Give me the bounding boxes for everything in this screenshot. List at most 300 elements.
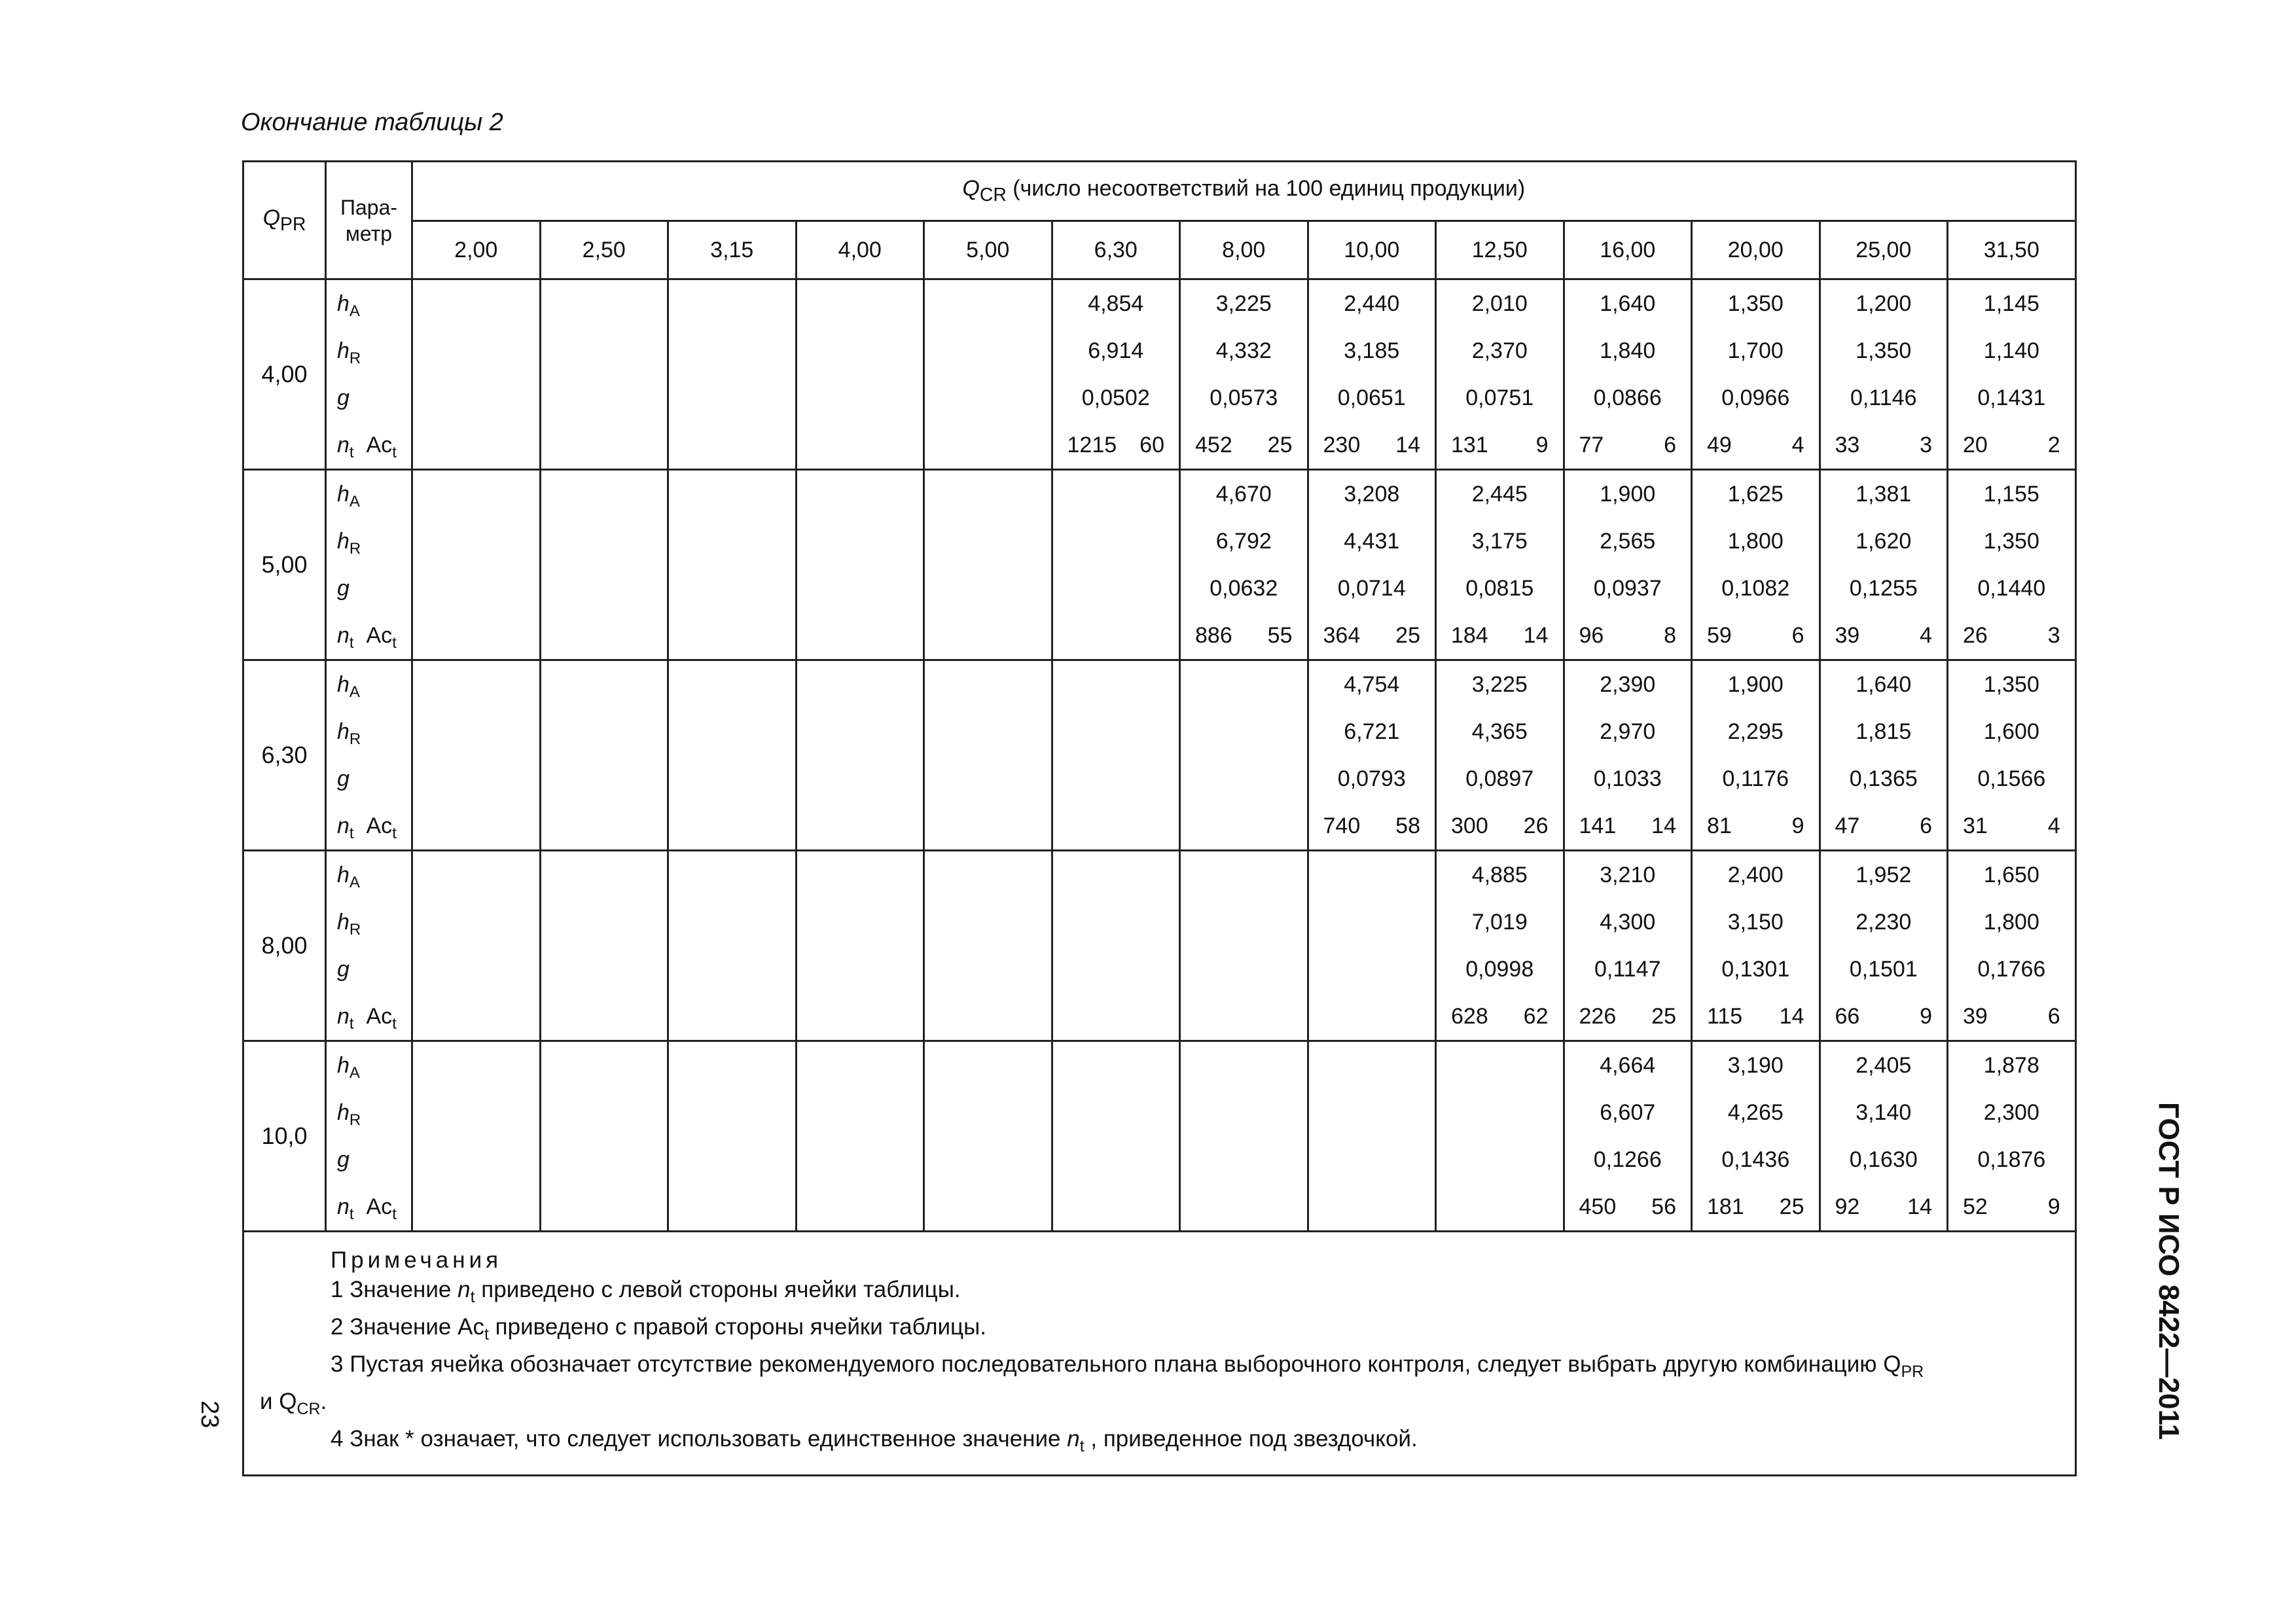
plan-cell [1820, 851, 1948, 1041]
value-nt: 131 [1451, 433, 1488, 457]
qcr-column-header: 8,00 [1180, 221, 1308, 279]
qcr-column-header: 16,00 [1564, 221, 1692, 279]
value-ha: 4,670 [1215, 482, 1272, 507]
empty-plan-cell [412, 1041, 541, 1232]
param-g: g [337, 385, 350, 410]
value-ha: 1,640 [1856, 672, 1912, 697]
value-act: 14 [1523, 623, 1549, 648]
empty-plan-cell [540, 470, 668, 660]
value-act: 56 [1651, 1194, 1676, 1219]
value-nt-act [1821, 421, 1947, 469]
value-act: 55 [1267, 623, 1293, 648]
value-nt: 886 [1195, 623, 1232, 648]
page-number: 23 [196, 1400, 223, 1429]
value-g: 0,1266 [1593, 1147, 1662, 1172]
notes-title: Примечания [331, 1247, 503, 1273]
plan-cell [1692, 279, 1820, 470]
value-hr: 2,970 [1600, 719, 1656, 744]
value-g: 0,0937 [1593, 576, 1662, 601]
value-nt-act [1821, 993, 1947, 1040]
empty-plan-cell [1436, 1041, 1564, 1232]
plan-cell [1948, 851, 2076, 1041]
qpr-value: 5,00 [243, 470, 326, 660]
value-hr: 1,700 [1727, 338, 1784, 363]
param-g: g [337, 576, 350, 601]
value-act: 3 [1920, 433, 1932, 457]
value-hr: 4,265 [1727, 1100, 1784, 1125]
value-ha: 1,625 [1727, 482, 1784, 507]
plan-cell [1436, 470, 1564, 660]
value-g: 0,0897 [1465, 766, 1534, 791]
value-g: 0,0751 [1465, 385, 1534, 410]
value-act: 26 [1523, 813, 1549, 838]
value-g: 0,1766 [1977, 957, 2046, 982]
value-hr: 1,350 [1983, 529, 2039, 554]
empty-plan-cell [668, 470, 797, 660]
param-hr: $h_R$ [337, 910, 361, 938]
param-g: g [337, 766, 350, 791]
value-ha: 3,225 [1215, 291, 1272, 316]
value-hr: 4,332 [1215, 338, 1272, 363]
plan-cell [1692, 851, 1820, 1041]
value-act: 14 [1651, 813, 1676, 838]
value-g: 0,0815 [1465, 576, 1534, 601]
plan-cell [1564, 1041, 1692, 1232]
plan-cell [1436, 279, 1564, 470]
empty-plan-cell [924, 470, 1052, 660]
plan-cell [1308, 470, 1436, 660]
value-hr: 3,185 [1344, 338, 1400, 363]
value-ha: 4,854 [1088, 291, 1144, 316]
sequential-plan-table [242, 160, 2077, 1476]
empty-plan-cell [668, 851, 797, 1041]
empty-plan-cell [540, 279, 668, 470]
value-act: 9 [1791, 813, 1804, 838]
table-caption: Окончание таблицы 2 [241, 109, 503, 136]
plan-cell [1436, 660, 1564, 851]
value-g: 0,0502 [1081, 385, 1150, 410]
value-g: 0,1630 [1849, 1147, 1918, 1172]
value-act: 14 [1395, 433, 1420, 457]
empty-plan-cell [540, 851, 668, 1041]
qcr-column-header: 6,30 [1052, 221, 1180, 279]
value-nt: 39 [1963, 1004, 1988, 1029]
value-hr: 4,431 [1344, 529, 1400, 554]
qpr-group-row [243, 470, 2076, 660]
plan-cell [1308, 279, 1436, 470]
value-nt-act [1948, 802, 2075, 849]
value-nt: 92 [1835, 1194, 1860, 1219]
value-nt: 452 [1195, 433, 1232, 457]
value-act: 25 [1651, 1004, 1676, 1029]
value-g: 0,1440 [1977, 576, 2046, 601]
note-1: 1 Значение $n_t$ приведено с левой стороны ячейки таблицы. [331, 1277, 961, 1306]
value-hr: 1,800 [1727, 529, 1784, 554]
value-nt: 230 [1323, 433, 1361, 457]
value-nt: 66 [1835, 1004, 1860, 1029]
value-nt-act [1181, 612, 1307, 659]
value-nt: 628 [1451, 1004, 1488, 1029]
empty-plan-cell [1308, 1041, 1436, 1232]
value-hr: 1,620 [1856, 529, 1912, 554]
value-act: 4 [2047, 813, 2060, 838]
plan-cell [1692, 1041, 1820, 1232]
value-act: 8 [1664, 623, 1676, 648]
value-g: 0,0632 [1210, 576, 1278, 601]
param-hr: $h_R$ [337, 719, 361, 748]
value-hr: 3,140 [1856, 1100, 1912, 1125]
value-nt-act [1437, 802, 1563, 849]
empty-plan-cell [1180, 1041, 1308, 1232]
value-g: 0,1566 [1977, 766, 2046, 791]
value-nt: 49 [1707, 433, 1732, 457]
value-hr: 6,792 [1215, 529, 1272, 554]
qpr-header: $Q_{PR}$ [243, 162, 326, 279]
value-nt-act [1821, 802, 1947, 849]
value-act: 6 [2047, 1004, 2060, 1029]
value-act: 2 [2047, 433, 2060, 457]
param-ha: $h_A$ [337, 291, 360, 320]
value-act: 6 [1664, 433, 1676, 457]
value-nt: 81 [1707, 813, 1732, 838]
value-nt-act [1565, 993, 1691, 1040]
value-nt-act [1693, 802, 1819, 849]
value-act: 60 [1139, 433, 1164, 457]
qcr-column-header: 5,00 [924, 221, 1052, 279]
empty-plan-cell [924, 851, 1052, 1041]
value-nt: 77 [1579, 433, 1604, 457]
plan-cell [1052, 279, 1180, 470]
parameter-header: Пара- метр [326, 162, 412, 279]
qcr-column-header: 12,50 [1436, 221, 1564, 279]
value-nt-act [1565, 802, 1691, 849]
value-g: 0,1301 [1721, 957, 1790, 982]
value-ha: 1,155 [1983, 482, 2039, 507]
value-ha: 2,400 [1727, 863, 1784, 887]
plan-cell [1436, 851, 1564, 1041]
value-nt-act [1821, 612, 1947, 659]
param-ha: $h_A$ [337, 1053, 360, 1082]
qcr-column-header: 20,00 [1692, 221, 1820, 279]
value-g: 0,1431 [1977, 385, 2046, 410]
empty-plan-cell [540, 660, 668, 851]
value-nt-act [1053, 421, 1179, 469]
plan-cell [1564, 470, 1692, 660]
empty-plan-cell [796, 470, 924, 660]
value-nt: 52 [1963, 1194, 1988, 1219]
value-nt-act [1948, 993, 2075, 1040]
value-nt-act [1437, 612, 1563, 659]
param-nt-act: $n_t$ $Ac_t$ [337, 623, 397, 652]
value-hr: 1,840 [1600, 338, 1656, 363]
empty-plan-cell [540, 1041, 668, 1232]
empty-plan-cell [1052, 470, 1180, 660]
qcr-column-header: 2,00 [412, 221, 541, 279]
value-act: 9 [1535, 433, 1549, 457]
value-nt-act [1309, 802, 1435, 849]
value-act: 4 [1791, 433, 1804, 457]
plan-cell [1820, 279, 1948, 470]
value-hr: 4,300 [1600, 910, 1656, 935]
param-hr: $h_R$ [337, 1100, 361, 1129]
value-g: 0,1176 [1722, 766, 1789, 791]
value-nt-act [1693, 1183, 1819, 1230]
value-hr: 1,350 [1856, 338, 1912, 363]
value-nt: 740 [1323, 813, 1361, 838]
value-g: 0,1033 [1593, 766, 1662, 791]
value-g: 0,1147 [1594, 957, 1661, 982]
plan-cell [1692, 470, 1820, 660]
plan-cell [1564, 851, 1692, 1041]
value-hr: 2,295 [1727, 719, 1784, 744]
plan-cell [1820, 1041, 1948, 1232]
note-3-cont: и $Q_{CR}$. [260, 1389, 327, 1418]
value-act: 9 [1920, 1004, 1932, 1029]
value-hr: 2,300 [1983, 1100, 2039, 1125]
value-act: 9 [2047, 1194, 2060, 1219]
value-ha: 2,405 [1856, 1053, 1912, 1078]
plan-cell [1180, 279, 1308, 470]
value-nt: 96 [1579, 623, 1604, 648]
value-g: 0,1365 [1849, 766, 1918, 791]
value-nt-act [1309, 421, 1435, 469]
value-nt: 115 [1707, 1004, 1743, 1029]
value-act: 4 [1920, 623, 1932, 648]
empty-plan-cell [668, 660, 797, 851]
value-hr: 1,815 [1856, 719, 1912, 744]
empty-plan-cell [1180, 660, 1308, 851]
value-ha: 2,010 [1471, 291, 1528, 316]
empty-plan-cell [924, 279, 1052, 470]
value-hr: 2,370 [1471, 338, 1528, 363]
empty-plan-cell [1052, 851, 1180, 1041]
value-ha: 1,350 [1983, 672, 2039, 697]
qpr-group-row [243, 1041, 2076, 1232]
parameter-labels [326, 851, 412, 1041]
parameter-labels [326, 1041, 412, 1232]
value-act: 6 [1791, 623, 1804, 648]
value-g: 0,1255 [1849, 576, 1918, 601]
value-hr: 4,365 [1471, 719, 1528, 744]
param-g: g [337, 1147, 350, 1172]
param-nt-act: $n_t$ $Ac_t$ [337, 1004, 397, 1033]
plan-cell [1180, 470, 1308, 660]
value-nt: 33 [1835, 433, 1860, 457]
document-designation: ГОСТ Р ИСО 8422—2011 [2153, 1102, 2185, 1440]
value-nt: 141 [1579, 813, 1617, 838]
value-nt-act [1565, 612, 1691, 659]
value-act: 25 [1267, 433, 1293, 457]
value-act: 58 [1395, 813, 1420, 838]
param-nt-act: $n_t$ $Ac_t$ [337, 433, 397, 461]
value-ha: 1,200 [1856, 291, 1912, 316]
param-nt-act: $n_t$ $Ac_t$ [337, 1194, 397, 1223]
value-hr: 2,565 [1600, 529, 1656, 554]
value-nt: 181 [1707, 1194, 1744, 1219]
qcr-column-header: 25,00 [1820, 221, 1948, 279]
value-nt-act [1693, 612, 1819, 659]
value-act: 14 [1779, 1004, 1804, 1029]
value-nt-act [1437, 993, 1563, 1040]
value-ha: 1,878 [1983, 1053, 2039, 1078]
plan-cell [1692, 660, 1820, 851]
value-ha: 1,900 [1727, 672, 1784, 697]
value-nt: 26 [1963, 623, 1988, 648]
empty-plan-cell [1052, 1041, 1180, 1232]
value-ha: 4,885 [1471, 863, 1528, 887]
value-nt: 47 [1835, 813, 1860, 838]
qcr-column-header: 2,50 [540, 221, 668, 279]
value-ha: 1,952 [1856, 863, 1912, 887]
plan-cell [1948, 279, 2076, 470]
value-ha: 4,664 [1600, 1053, 1656, 1078]
value-act: 3 [2047, 623, 2060, 648]
notes [244, 1232, 2075, 1474]
value-ha: 2,390 [1600, 672, 1656, 697]
value-act: 6 [1920, 813, 1932, 838]
qpr-group-row [243, 851, 2076, 1041]
value-hr: 1,600 [1983, 719, 2039, 744]
qcr-column-header: 10,00 [1308, 221, 1436, 279]
empty-plan-cell [668, 279, 797, 470]
value-ha: 3,208 [1344, 482, 1400, 507]
value-ha: 3,190 [1727, 1053, 1784, 1078]
empty-plan-cell [1180, 851, 1308, 1041]
value-nt-act [1565, 1183, 1691, 1230]
parameter-labels [326, 470, 412, 660]
qpr-value: 10,0 [243, 1041, 326, 1232]
value-nt: 20 [1963, 433, 1988, 457]
value-nt-act [1693, 421, 1819, 469]
empty-plan-cell [924, 1041, 1052, 1232]
note-2: 2 Значение $Ac_t$ приведено с правой стороны ячейки таблицы. [331, 1314, 986, 1344]
value-ha: 1,350 [1727, 291, 1784, 316]
value-g: 0,0573 [1210, 385, 1278, 410]
value-ha: 3,225 [1471, 672, 1528, 697]
value-ha: 1,381 [1856, 482, 1912, 507]
note-4: 4 Знак * означает, что следует использовать единственное значение $n_t$ , приведенное под звездочкой. [331, 1426, 1418, 1455]
value-nt-act [1948, 612, 2075, 659]
value-nt-act [1181, 421, 1307, 469]
param-ha: $h_A$ [337, 482, 360, 510]
value-nt-act [1948, 1183, 2075, 1230]
value-nt: 450 [1579, 1194, 1617, 1219]
plan-cell [1820, 470, 1948, 660]
value-act: 25 [1779, 1194, 1804, 1219]
value-hr: 3,150 [1727, 910, 1784, 935]
param-hr: $h_R$ [337, 338, 361, 367]
plan-cell [1948, 660, 2076, 851]
value-hr: 6,607 [1600, 1100, 1656, 1125]
plan-cell [1564, 279, 1692, 470]
empty-plan-cell [1308, 851, 1436, 1041]
value-hr: 1,800 [1983, 910, 2039, 935]
empty-plan-cell [412, 279, 541, 470]
param-g: g [337, 957, 350, 982]
value-hr: 6,914 [1088, 338, 1144, 363]
value-nt: 39 [1835, 623, 1860, 648]
value-nt-act [1565, 421, 1691, 469]
qpr-value: 4,00 [243, 279, 326, 470]
value-ha: 3,210 [1600, 863, 1656, 887]
plan-cell [1820, 660, 1948, 851]
empty-plan-cell [412, 660, 541, 851]
value-nt-act [1309, 612, 1435, 659]
value-nt: 184 [1451, 623, 1488, 648]
value-g: 0,1501 [1849, 957, 1918, 982]
value-ha: 1,145 [1983, 291, 2039, 316]
param-hr: $h_R$ [337, 529, 361, 558]
value-nt: 59 [1707, 623, 1732, 648]
value-ha: 1,640 [1600, 291, 1656, 316]
value-nt: 1215 [1067, 433, 1117, 457]
value-g: 0,0651 [1337, 385, 1406, 410]
value-hr: 1,140 [1983, 338, 2039, 363]
empty-plan-cell [796, 660, 924, 851]
value-g: 0,0714 [1337, 576, 1406, 601]
value-nt: 364 [1323, 623, 1361, 648]
empty-plan-cell [796, 279, 924, 470]
value-g: 0,1082 [1721, 576, 1790, 601]
note-3: 3 Пустая ячейка обозначает отсутствие рекомендуемого последовательного плана выборочного контроля, следует выбрать другую комбинацию $Q_{PR}$ [331, 1351, 1924, 1381]
value-nt-act [1437, 421, 1563, 469]
param-ha: $h_A$ [337, 863, 360, 891]
value-act: 14 [1907, 1194, 1932, 1219]
empty-plan-cell [668, 1041, 797, 1232]
value-g: 0,1146 [1850, 385, 1917, 410]
value-nt-act [1821, 1183, 1947, 1230]
param-nt-act: $n_t$ $Ac_t$ [337, 813, 397, 842]
value-g: 0,0866 [1593, 385, 1662, 410]
value-g: 0,1436 [1721, 1147, 1790, 1172]
value-ha: 2,445 [1471, 482, 1528, 507]
qpr-value: 8,00 [243, 851, 326, 1041]
plan-cell [1948, 1041, 2076, 1232]
empty-plan-cell [1052, 660, 1180, 851]
qpr-value: 6,30 [243, 660, 326, 851]
value-g: 0,1876 [1977, 1147, 2046, 1172]
qcr-values-row [243, 221, 2076, 279]
plan-cell [1948, 470, 2076, 660]
qpr-group-row [243, 279, 2076, 470]
qcr-column-header: 3,15 [668, 221, 797, 279]
value-ha: 2,440 [1344, 291, 1400, 316]
qcr-column-header: 4,00 [796, 221, 924, 279]
value-hr: 7,019 [1471, 910, 1528, 935]
value-g: 0,0793 [1337, 766, 1406, 791]
empty-plan-cell [412, 470, 541, 660]
empty-plan-cell [796, 1041, 924, 1232]
value-nt-act [1693, 993, 1819, 1040]
empty-plan-cell [412, 851, 541, 1041]
value-ha: 1,650 [1983, 863, 2039, 887]
value-act: 25 [1395, 623, 1420, 648]
qpr-group-row [243, 660, 2076, 851]
empty-plan-cell [924, 660, 1052, 851]
plan-cell [1564, 660, 1692, 851]
value-nt: 31 [1963, 813, 1988, 838]
value-nt: 226 [1579, 1004, 1617, 1029]
value-g: 0,0966 [1721, 385, 1790, 410]
value-nt-act [1948, 421, 2075, 469]
parameter-labels [326, 660, 412, 851]
param-ha: $h_A$ [337, 672, 360, 701]
value-g: 0,0998 [1465, 957, 1534, 982]
qcr-column-header: 31,50 [1948, 221, 2076, 279]
value-ha: 4,754 [1344, 672, 1400, 697]
value-ha: 1,900 [1600, 482, 1656, 507]
notes-cell [243, 1232, 2076, 1476]
